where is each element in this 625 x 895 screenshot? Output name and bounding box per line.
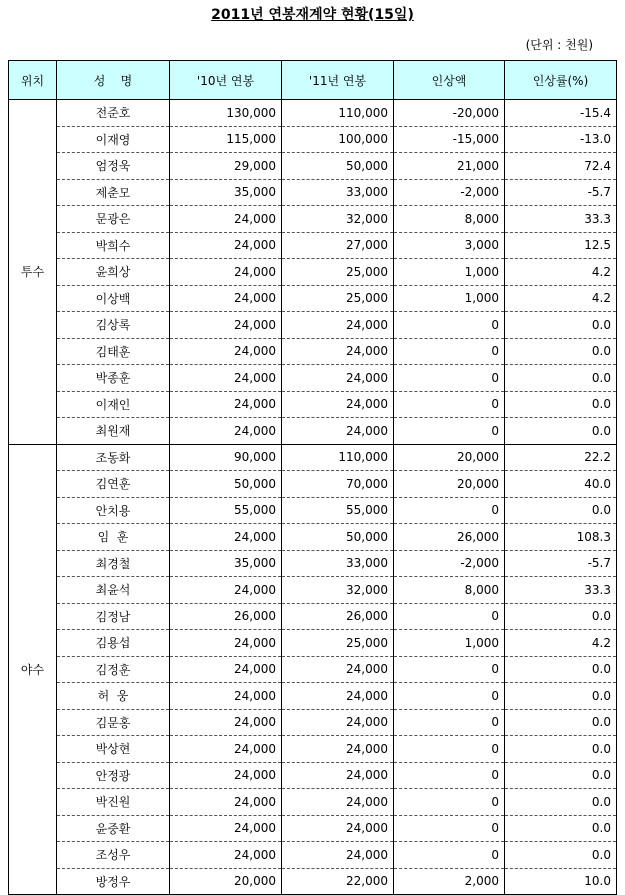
raise-rate-cell: 10.0: [505, 868, 617, 895]
raise-rate-cell: 108.3: [505, 524, 617, 551]
player-name-cell: 최원재: [57, 418, 170, 445]
salary-2010-cell: 24,000: [170, 630, 282, 657]
raise-rate-cell: -5.7: [505, 550, 617, 577]
salary-2011-cell: 24,000: [282, 418, 394, 445]
raise-amount-cell: -20,000: [394, 100, 505, 127]
player-name-cell: 안정광: [57, 762, 170, 789]
raise-rate-cell: 4.2: [505, 630, 617, 657]
raise-amount-cell: 2,000: [394, 868, 505, 895]
salary-2011-cell: 50,000: [282, 153, 394, 180]
salary-2010-cell: 130,000: [170, 100, 282, 127]
salary-2011-cell: 24,000: [282, 842, 394, 869]
salary-2011-cell: 70,000: [282, 471, 394, 498]
salary-2010-cell: 24,000: [170, 656, 282, 683]
salary-2011-cell: 24,000: [282, 338, 394, 365]
header-salary-2011: '11년 연봉: [282, 61, 394, 100]
salary-2010-cell: 24,000: [170, 285, 282, 312]
raise-rate-cell: 0.0: [505, 365, 617, 392]
table-row: [9, 471, 617, 498]
player-name-cell: 안치용: [57, 497, 170, 524]
salary-2010-cell: 24,000: [170, 524, 282, 551]
player-name-cell: 엄정욱: [57, 153, 170, 180]
raise-amount-cell: -2,000: [394, 179, 505, 206]
player-name-cell: 문광은: [57, 206, 170, 233]
raise-amount-cell: 0: [394, 656, 505, 683]
salary-2010-cell: 24,000: [170, 312, 282, 339]
player-name-cell: 김연훈: [57, 471, 170, 498]
table-row: [9, 603, 617, 630]
raise-amount-cell: 8,000: [394, 206, 505, 233]
raise-rate-cell: 4.2: [505, 259, 617, 286]
salary-2010-cell: 24,000: [170, 338, 282, 365]
raise-amount-cell: 0: [394, 842, 505, 869]
raise-amount-cell: 0: [394, 789, 505, 816]
salary-2011-cell: 24,000: [282, 365, 394, 392]
salary-2011-cell: 55,000: [282, 497, 394, 524]
raise-amount-cell: 20,000: [394, 444, 505, 471]
player-name-cell: 이재영: [57, 126, 170, 153]
table-row: [9, 762, 617, 789]
salary-2011-cell: 26,000: [282, 603, 394, 630]
salary-2011-cell: 33,000: [282, 550, 394, 577]
player-name-cell: 김문홍: [57, 709, 170, 736]
salary-2010-cell: 115,000: [170, 126, 282, 153]
player-name-cell: 방정우: [57, 868, 170, 895]
salary-2011-cell: 25,000: [282, 285, 394, 312]
salary-2011-cell: 24,000: [282, 762, 394, 789]
salary-2010-cell: 90,000: [170, 444, 282, 471]
player-name-cell: 박종훈: [57, 365, 170, 392]
header-raise-amount: 인상액: [394, 61, 505, 100]
table-row: [9, 630, 617, 657]
table-row: [9, 868, 617, 895]
table-row: [9, 338, 617, 365]
salary-2010-cell: 24,000: [170, 842, 282, 869]
table-row: [9, 153, 617, 180]
table-row: [9, 842, 617, 869]
document-title: 2011년 연봉재계약 현황(15일): [211, 7, 414, 23]
raise-rate-cell: 40.0: [505, 471, 617, 498]
table-row: [9, 789, 617, 816]
salary-2011-cell: 25,000: [282, 259, 394, 286]
salary-2010-cell: 50,000: [170, 471, 282, 498]
raise-amount-cell: -2,000: [394, 550, 505, 577]
player-name-cell: 박진원: [57, 789, 170, 816]
salary-2011-cell: 24,000: [282, 312, 394, 339]
raise-amount-cell: 0: [394, 365, 505, 392]
raise-rate-cell: 0.0: [505, 789, 617, 816]
raise-rate-cell: 12.5: [505, 232, 617, 259]
raise-amount-cell: 0: [394, 815, 505, 842]
raise-amount-cell: 0: [394, 312, 505, 339]
salary-2010-cell: 24,000: [170, 709, 282, 736]
raise-rate-cell: 0.0: [505, 762, 617, 789]
table-row: [9, 550, 617, 577]
raise-rate-cell: 72.4: [505, 153, 617, 180]
raise-rate-cell: 0.0: [505, 736, 617, 763]
raise-rate-cell: -5.7: [505, 179, 617, 206]
raise-amount-cell: 1,000: [394, 259, 505, 286]
raise-amount-cell: -15,000: [394, 126, 505, 153]
salary-2010-cell: 24,000: [170, 683, 282, 710]
salary-2010-cell: 24,000: [170, 259, 282, 286]
player-name-cell: 허 웅: [57, 683, 170, 710]
table-row: [9, 444, 617, 471]
raise-rate-cell: 0.0: [505, 497, 617, 524]
salary-2010-cell: 29,000: [170, 153, 282, 180]
table-row: [9, 285, 617, 312]
salary-2010-cell: 35,000: [170, 550, 282, 577]
salary-2010-cell: 24,000: [170, 365, 282, 392]
position-cell: 투수: [9, 100, 57, 445]
raise-rate-cell: 22.2: [505, 444, 617, 471]
raise-amount-cell: 8,000: [394, 577, 505, 604]
raise-amount-cell: 0: [394, 603, 505, 630]
salary-2010-cell: 24,000: [170, 391, 282, 418]
raise-amount-cell: 0: [394, 497, 505, 524]
raise-amount-cell: 21,000: [394, 153, 505, 180]
salary-2011-cell: 24,000: [282, 815, 394, 842]
salary-table: [8, 60, 617, 895]
raise-rate-cell: 0.0: [505, 338, 617, 365]
player-name-cell: 전준호: [57, 100, 170, 127]
raise-rate-cell: 0.0: [505, 656, 617, 683]
table-row: [9, 418, 617, 445]
salary-2010-cell: 24,000: [170, 789, 282, 816]
raise-amount-cell: 0: [394, 683, 505, 710]
raise-rate-cell: 0.0: [505, 312, 617, 339]
salary-2011-cell: 33,000: [282, 179, 394, 206]
player-name-cell: 이재인: [57, 391, 170, 418]
raise-amount-cell: 1,000: [394, 285, 505, 312]
raise-rate-cell: 0.0: [505, 683, 617, 710]
player-name-cell: 최윤석: [57, 577, 170, 604]
table-row: [9, 391, 617, 418]
table-row: [9, 232, 617, 259]
player-name-cell: 윤희상: [57, 259, 170, 286]
salary-2010-cell: 24,000: [170, 815, 282, 842]
salary-2011-cell: 24,000: [282, 683, 394, 710]
raise-rate-cell: 0.0: [505, 603, 617, 630]
table-row: [9, 709, 617, 736]
player-name-cell: 임 훈: [57, 524, 170, 551]
player-name-cell: 조동화: [57, 444, 170, 471]
raise-rate-cell: 33.3: [505, 577, 617, 604]
player-name-cell: 이상백: [57, 285, 170, 312]
salary-2011-cell: 22,000: [282, 868, 394, 895]
raise-rate-cell: -13.0: [505, 126, 617, 153]
salary-2011-cell: 25,000: [282, 630, 394, 657]
salary-2010-cell: 26,000: [170, 603, 282, 630]
table-row: [9, 524, 617, 551]
player-name-cell: 최경철: [57, 550, 170, 577]
raise-rate-cell: 0.0: [505, 709, 617, 736]
salary-2010-cell: 24,000: [170, 736, 282, 763]
player-name-cell: 제춘모: [57, 179, 170, 206]
table-row: [9, 365, 617, 392]
header-salary-2010: '10년 연봉: [170, 61, 282, 100]
player-name-cell: 김정훈: [57, 656, 170, 683]
table-row: [9, 736, 617, 763]
raise-rate-cell: 0.0: [505, 391, 617, 418]
salary-2011-cell: 110,000: [282, 100, 394, 127]
raise-amount-cell: 20,000: [394, 471, 505, 498]
salary-2011-cell: 24,000: [282, 736, 394, 763]
player-name-cell: 조성우: [57, 842, 170, 869]
raise-amount-cell: 26,000: [394, 524, 505, 551]
salary-2010-cell: 24,000: [170, 762, 282, 789]
salary-2011-cell: 32,000: [282, 206, 394, 233]
salary-2011-cell: 100,000: [282, 126, 394, 153]
player-name-cell: 김용섭: [57, 630, 170, 657]
player-name-cell: 김상록: [57, 312, 170, 339]
raise-amount-cell: 0: [394, 762, 505, 789]
player-name-cell: 김태훈: [57, 338, 170, 365]
raise-rate-cell: 33.3: [505, 206, 617, 233]
table-row: [9, 179, 617, 206]
table-row: [9, 206, 617, 233]
table-row: [9, 577, 617, 604]
salary-2010-cell: 24,000: [170, 577, 282, 604]
salary-2011-cell: 24,000: [282, 789, 394, 816]
player-name-cell: 윤중환: [57, 815, 170, 842]
salary-2011-cell: 24,000: [282, 391, 394, 418]
header-name: 성 명: [57, 61, 170, 100]
salary-2010-cell: 24,000: [170, 418, 282, 445]
unit-note: (단위 : 천원): [525, 38, 593, 52]
raise-rate-cell: -15.4: [505, 100, 617, 127]
salary-2010-cell: 35,000: [170, 179, 282, 206]
position-cell: 야수: [9, 444, 57, 895]
header-position: 위치: [9, 61, 57, 100]
table-row: [9, 815, 617, 842]
header-row: [9, 61, 617, 100]
salary-2010-cell: 24,000: [170, 232, 282, 259]
raise-rate-cell: 0.0: [505, 842, 617, 869]
player-name-cell: 김정남: [57, 603, 170, 630]
player-name-cell: 박희수: [57, 232, 170, 259]
table-row: [9, 100, 617, 127]
table-row: [9, 312, 617, 339]
salary-2011-cell: 24,000: [282, 709, 394, 736]
raise-rate-cell: 4.2: [505, 285, 617, 312]
salary-2011-cell: 24,000: [282, 656, 394, 683]
table-row: [9, 126, 617, 153]
salary-2011-cell: 50,000: [282, 524, 394, 551]
salary-2010-cell: 20,000: [170, 868, 282, 895]
raise-amount-cell: 0: [394, 391, 505, 418]
raise-amount-cell: 0: [394, 418, 505, 445]
salary-2011-cell: 32,000: [282, 577, 394, 604]
salary-2011-cell: 27,000: [282, 232, 394, 259]
salary-2010-cell: 55,000: [170, 497, 282, 524]
player-name-cell: 박상현: [57, 736, 170, 763]
raise-rate-cell: 0.0: [505, 418, 617, 445]
table-row: [9, 497, 617, 524]
salary-2010-cell: 24,000: [170, 206, 282, 233]
header-raise-rate: 인상률(%): [505, 61, 617, 100]
raise-amount-cell: 0: [394, 338, 505, 365]
table-row: [9, 259, 617, 286]
raise-amount-cell: 0: [394, 736, 505, 763]
raise-amount-cell: 1,000: [394, 630, 505, 657]
table-row: [9, 656, 617, 683]
raise-amount-cell: 0: [394, 709, 505, 736]
table-row: [9, 683, 617, 710]
raise-amount-cell: 3,000: [394, 232, 505, 259]
salary-2011-cell: 110,000: [282, 444, 394, 471]
raise-rate-cell: 0.0: [505, 815, 617, 842]
